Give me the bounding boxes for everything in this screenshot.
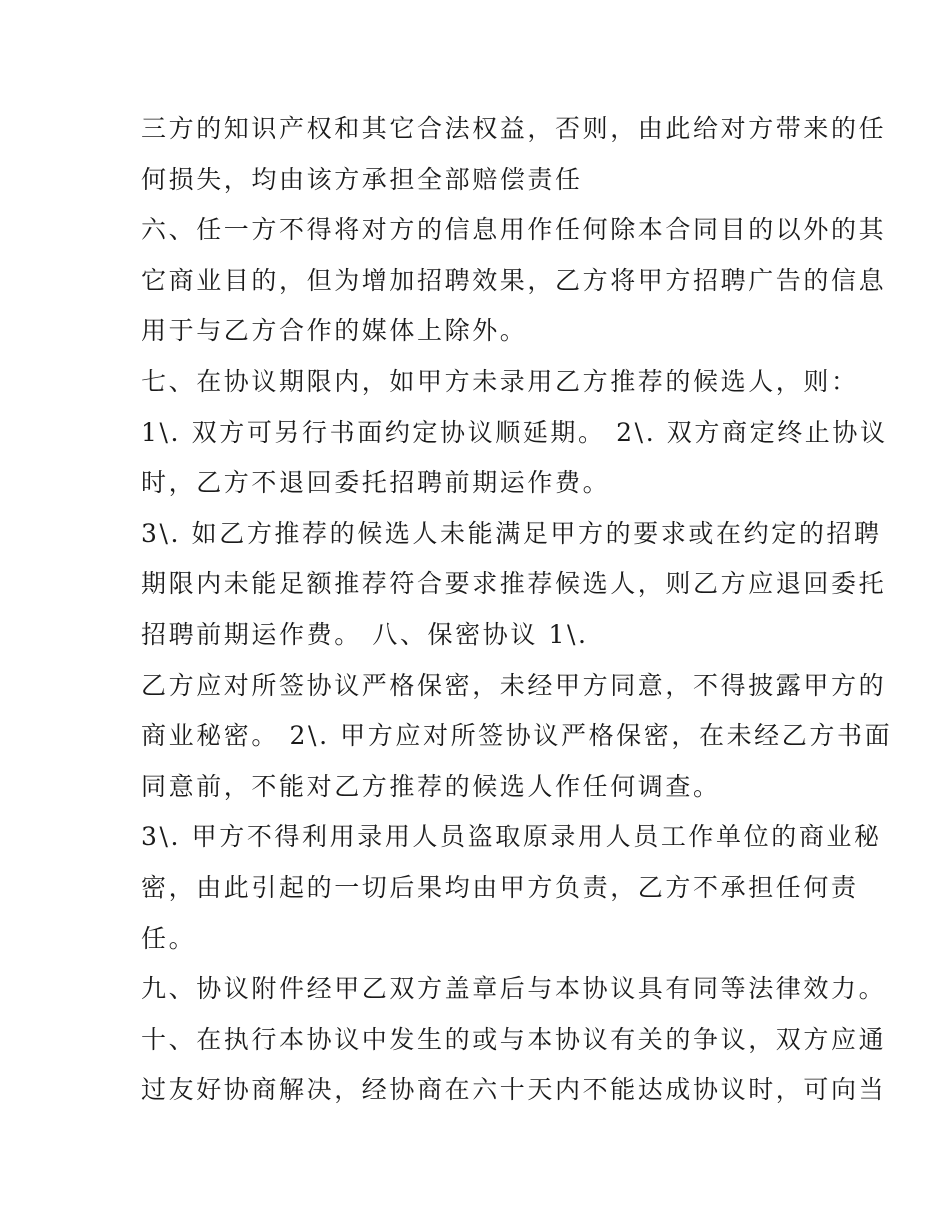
text-line: 过友好协商解决，经协商在六十天内不能达成协议时，可向当: [141, 1075, 887, 1105]
text-line: 3\. 如乙方推荐的候选人未能满足甲方的要求或在约定的招聘: [141, 518, 882, 548]
clause-nine-line: 九、协议附件经甲乙双方盖章后与本协议具有同等法律效力。: [141, 974, 887, 1004]
text-line: 用于与乙方合作的媒体上除外。: [141, 316, 528, 346]
text-line: 何损失，均由该方承担全部赔偿责任: [141, 164, 583, 194]
text-line: 时，乙方不退回委托招聘前期运作费。: [141, 468, 611, 498]
text-line: 期限内未能足额推荐符合要求推荐候选人，则乙方应退回委托: [141, 569, 887, 599]
clause-eight-line: 招聘前期运作费。 八、保密协议 1\.: [141, 619, 589, 649]
text-line: 任。: [141, 923, 197, 953]
clause-seven-line: 七、在协议期限内，如甲方未录用乙方推荐的候选人，则：: [141, 366, 859, 396]
text-line: 1\. 双方可另行书面约定协议顺延期。 2\. 双方商定终止协议: [141, 417, 888, 447]
text-line: 三方的知识产权和其它合法权益，否则，由此给对方带来的任: [141, 114, 887, 143]
document-body: [141, 104, 893, 1116]
clause-ten-line: 十、在执行本协议中发生的或与本协议有关的争议，双方应通: [141, 1024, 887, 1054]
text-line: 3\. 甲方不得利用录用人员盗取原录用人员工作单位的商业秘: [141, 822, 882, 852]
text-line: 乙方应对所签协议严格保密，未经甲方同意，不得披露甲方的: [141, 670, 887, 700]
text-line: 密，由此引起的一切后果均由甲方负责，乙方不承担任何责: [141, 872, 859, 902]
text-line: 同意前，不能对乙方推荐的候选人作任何调查。: [141, 771, 721, 801]
text-line: 商业秘密。 2\. 甲方应对所签协议严格保密，在未经乙方书面: [141, 721, 893, 751]
text-line: 它商业目的，但为增加招聘效果，乙方将甲方招聘广告的信息: [141, 265, 887, 295]
clause-six-line: 六、任一方不得将对方的信息用作任何除本合同目的以外的其: [141, 215, 887, 245]
